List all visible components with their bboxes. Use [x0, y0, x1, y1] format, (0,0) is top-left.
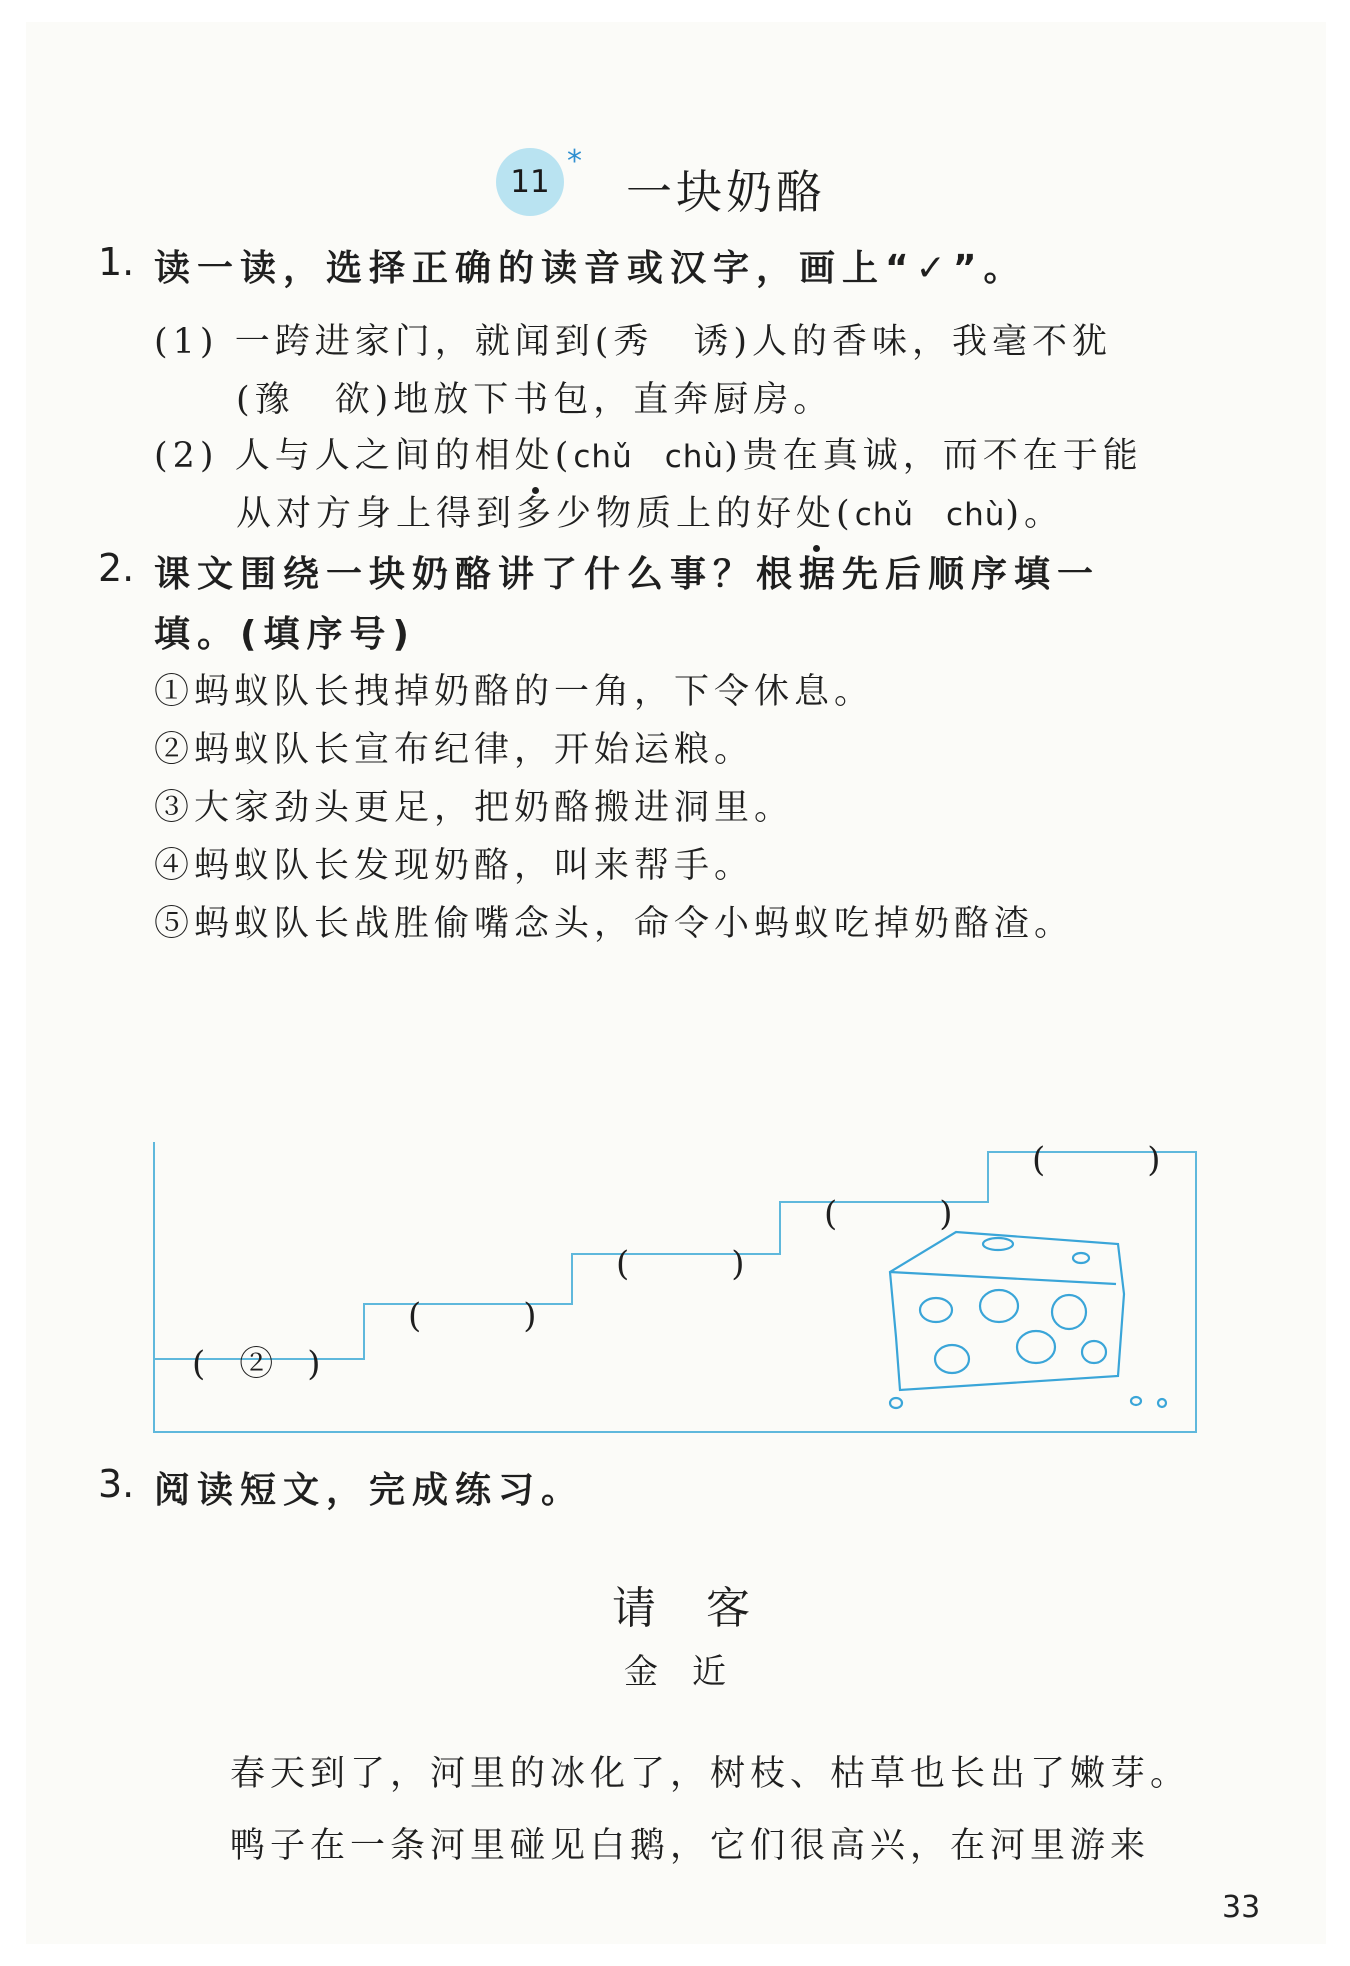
event-item: ③大家劲头更足，把奶酪搬进洞里。 [154, 788, 795, 828]
step-answer-blank[interactable]: ( ) [408, 1296, 537, 1336]
step-answer-blank[interactable]: ( ② ) [192, 1344, 321, 1384]
story-author: 金 近 [624, 1652, 726, 1692]
step-answer-blank[interactable]: ( ) [616, 1244, 745, 1284]
q1-item2-paren-open-2: ( [836, 494, 855, 534]
q2-prompt-line2: 填。(填序号) [154, 614, 416, 655]
q1-prompt: 读一读，选择正确的读音或汉字，画上“✓”。 [154, 248, 1027, 289]
dotted-char: 处 [515, 428, 555, 478]
lesson-title: 一块奶酪 [626, 165, 826, 219]
dotted-char: 处 [796, 486, 836, 536]
story-paragraph-line: 鸭子在一条河里碰见白鹅，它们很高兴，在河里游来 [230, 1826, 1151, 1866]
q1-item2-text-a: (2) 人与人之间的相 [154, 436, 515, 476]
step-answer-blank[interactable]: ( ) [824, 1194, 953, 1234]
story-title: 请 客 [612, 1583, 753, 1634]
q1-number: 1. [98, 240, 135, 284]
q1-item1-line2: (豫 欲)地放下书包，直奔厨房。 [236, 380, 834, 420]
step-answer-blank[interactable]: ( ) [1032, 1140, 1161, 1180]
q1-item2-paren-open: ( [554, 436, 574, 476]
q2-prompt-line1: 课文围绕一块奶酪讲了什么事？根据先后顺序填一 [154, 554, 1101, 595]
lesson-number-badge: 11 [496, 148, 564, 216]
pinyin-options: chǔ chù [854, 497, 1006, 533]
event-item: ⑤蚂蚁队长战胜偷嘴念头，命令小蚂蚁吃掉奶酪渣。 [154, 904, 1075, 944]
q3-number: 3. [98, 1462, 135, 1506]
event-item: ②蚂蚁队长宣布纪律，开始运粮。 [154, 730, 755, 770]
q1-item2-text-e: )。 [1005, 494, 1065, 534]
stairs-outline [154, 1142, 1196, 1432]
q1-item2-text-c: )贵在真诚，而不在于能 [724, 436, 1143, 476]
pinyin-options: chǔ chù [573, 439, 725, 475]
story-paragraph-line: 春天到了，河里的冰化了，树枝、枯草也长出了嫩芽。 [230, 1754, 1191, 1794]
cheese-icon [890, 1232, 1166, 1408]
event-item: ①蚂蚁队长拽掉奶酪的一角，下令休息。 [154, 672, 875, 712]
optional-lesson-star: * [567, 144, 582, 179]
page-number: 33 [1222, 1890, 1261, 1925]
event-item: ④蚂蚁队长发现奶酪，叫来帮手。 [154, 846, 755, 886]
q1-item2-text-d: 从对方身上得到多少物质上的好 [236, 494, 797, 534]
q1-item1-line1: (1) 一跨进家门，就闻到(秀 诱)人的香味，我毫不犹 [154, 322, 1113, 362]
q3-prompt: 阅读短文，完成练习。 [154, 1470, 585, 1511]
workbook-page [26, 22, 1326, 1944]
q2-number: 2. [98, 546, 135, 590]
